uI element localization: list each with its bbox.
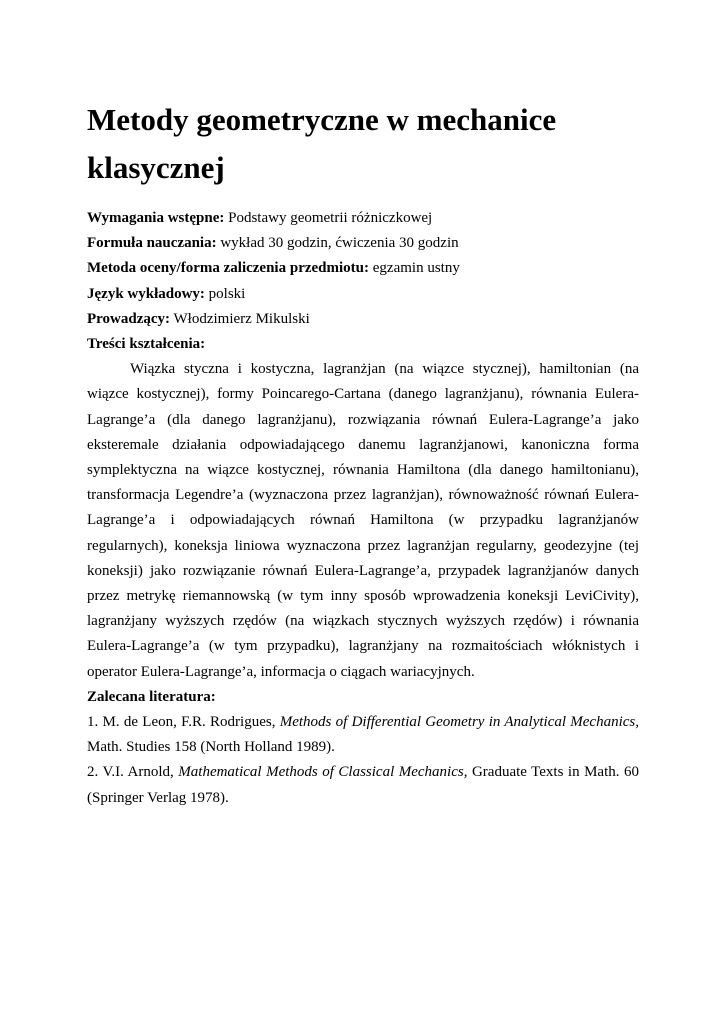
literature-prefix: 2. V.I. Arnold, [87, 764, 179, 781]
literature-item [87, 710, 639, 760]
field-label: Prowadzący: [87, 310, 171, 327]
content-body: Wiązka styczna i kostyczna, lagranżjan (na wiązce stycznej), hamiltonian (na wiązce kostycznej), formy Poincarego-Cartana (danego lagranżjanu), równania Eulera-Lagrange’a (dla danego lagranżjanu), rozwiązania równań Eulera-Lagrange’a jako eksteremale działania odpowiadającego danemu lagranżjanowi, kanoniczna forma symplektyczna na wiązce kostycznej, równania Hamiltona (dla danego hamiltonianu), transformacja Legendre’a (wyznaczona przez lagranżjan), równoważność równań Eulera-Lagrange’a i odpowiadających równań Hamiltona (w przypadku lagranżjanów regularnych), koneksja liniowa wyznaczona przez lagranżjan regularny, geodezyjne (tej koneksji) jako rozwiązanie równań Eulera-Lagrange’a, przypadek lagranżjanów danych przez metrykę riemannowską (w tym inny sposób wprowadzenia koneksji LeviCivity), lagranżjany wyższych rzędów (na wiązkach stycznych wyższych rzędów) i równania Eulera-Lagrange’a (w tym przypadku), lagranżjany na rozmaitościach włóknistych i operator Eulera-Lagrange’a, informacja o ciągach wariacyjnych. [87, 361, 639, 680]
field-label: Metoda oceny/forma zaliczenia przedmiotu: [87, 260, 370, 277]
field-value: egzamin ustny [369, 260, 460, 277]
literature-title: Mathematical Methods of Classical Mechanics [178, 764, 464, 781]
field-assessment-method [87, 256, 639, 281]
literature-suffix: , Math. Studies 158 (North Holland 1989). [87, 714, 640, 756]
literature-suffix: , Graduate Texts in Math. 60 (Springer Verlag 1978). [87, 764, 639, 806]
field-value: polski [204, 285, 246, 302]
field-value: wykład 30 godzin, ćwiczenia 30 godzin [216, 235, 459, 252]
field-label: Formuła nauczania: [87, 235, 217, 252]
document-page [87, 96, 639, 811]
field-value: Włodzimierz Mikulski [170, 310, 310, 327]
field-language [87, 282, 639, 307]
literature-prefix: 1. M. de Leon, F.R. Rodrigues, [87, 714, 280, 731]
field-teaching-form [87, 231, 639, 256]
field-label: Wymagania wstępne: [87, 210, 225, 226]
document-title: Metody geometryczne w mechanice klasycznej [87, 102, 557, 185]
literature-heading [87, 685, 639, 710]
field-label: Język wykładowy: [87, 285, 205, 302]
field-value: Podstawy geometrii różniczkowej [224, 210, 433, 226]
field-lecturer [87, 307, 639, 332]
section-heading: Zalecana literatura: [87, 688, 216, 705]
field-prerequisites [87, 206, 639, 231]
literature-item [87, 760, 639, 810]
content-heading [87, 332, 639, 357]
literature-title: Methods of Differential Geometry in Analytical Mechanics [279, 714, 636, 731]
section-heading: Treści kształcenia: [87, 336, 206, 353]
